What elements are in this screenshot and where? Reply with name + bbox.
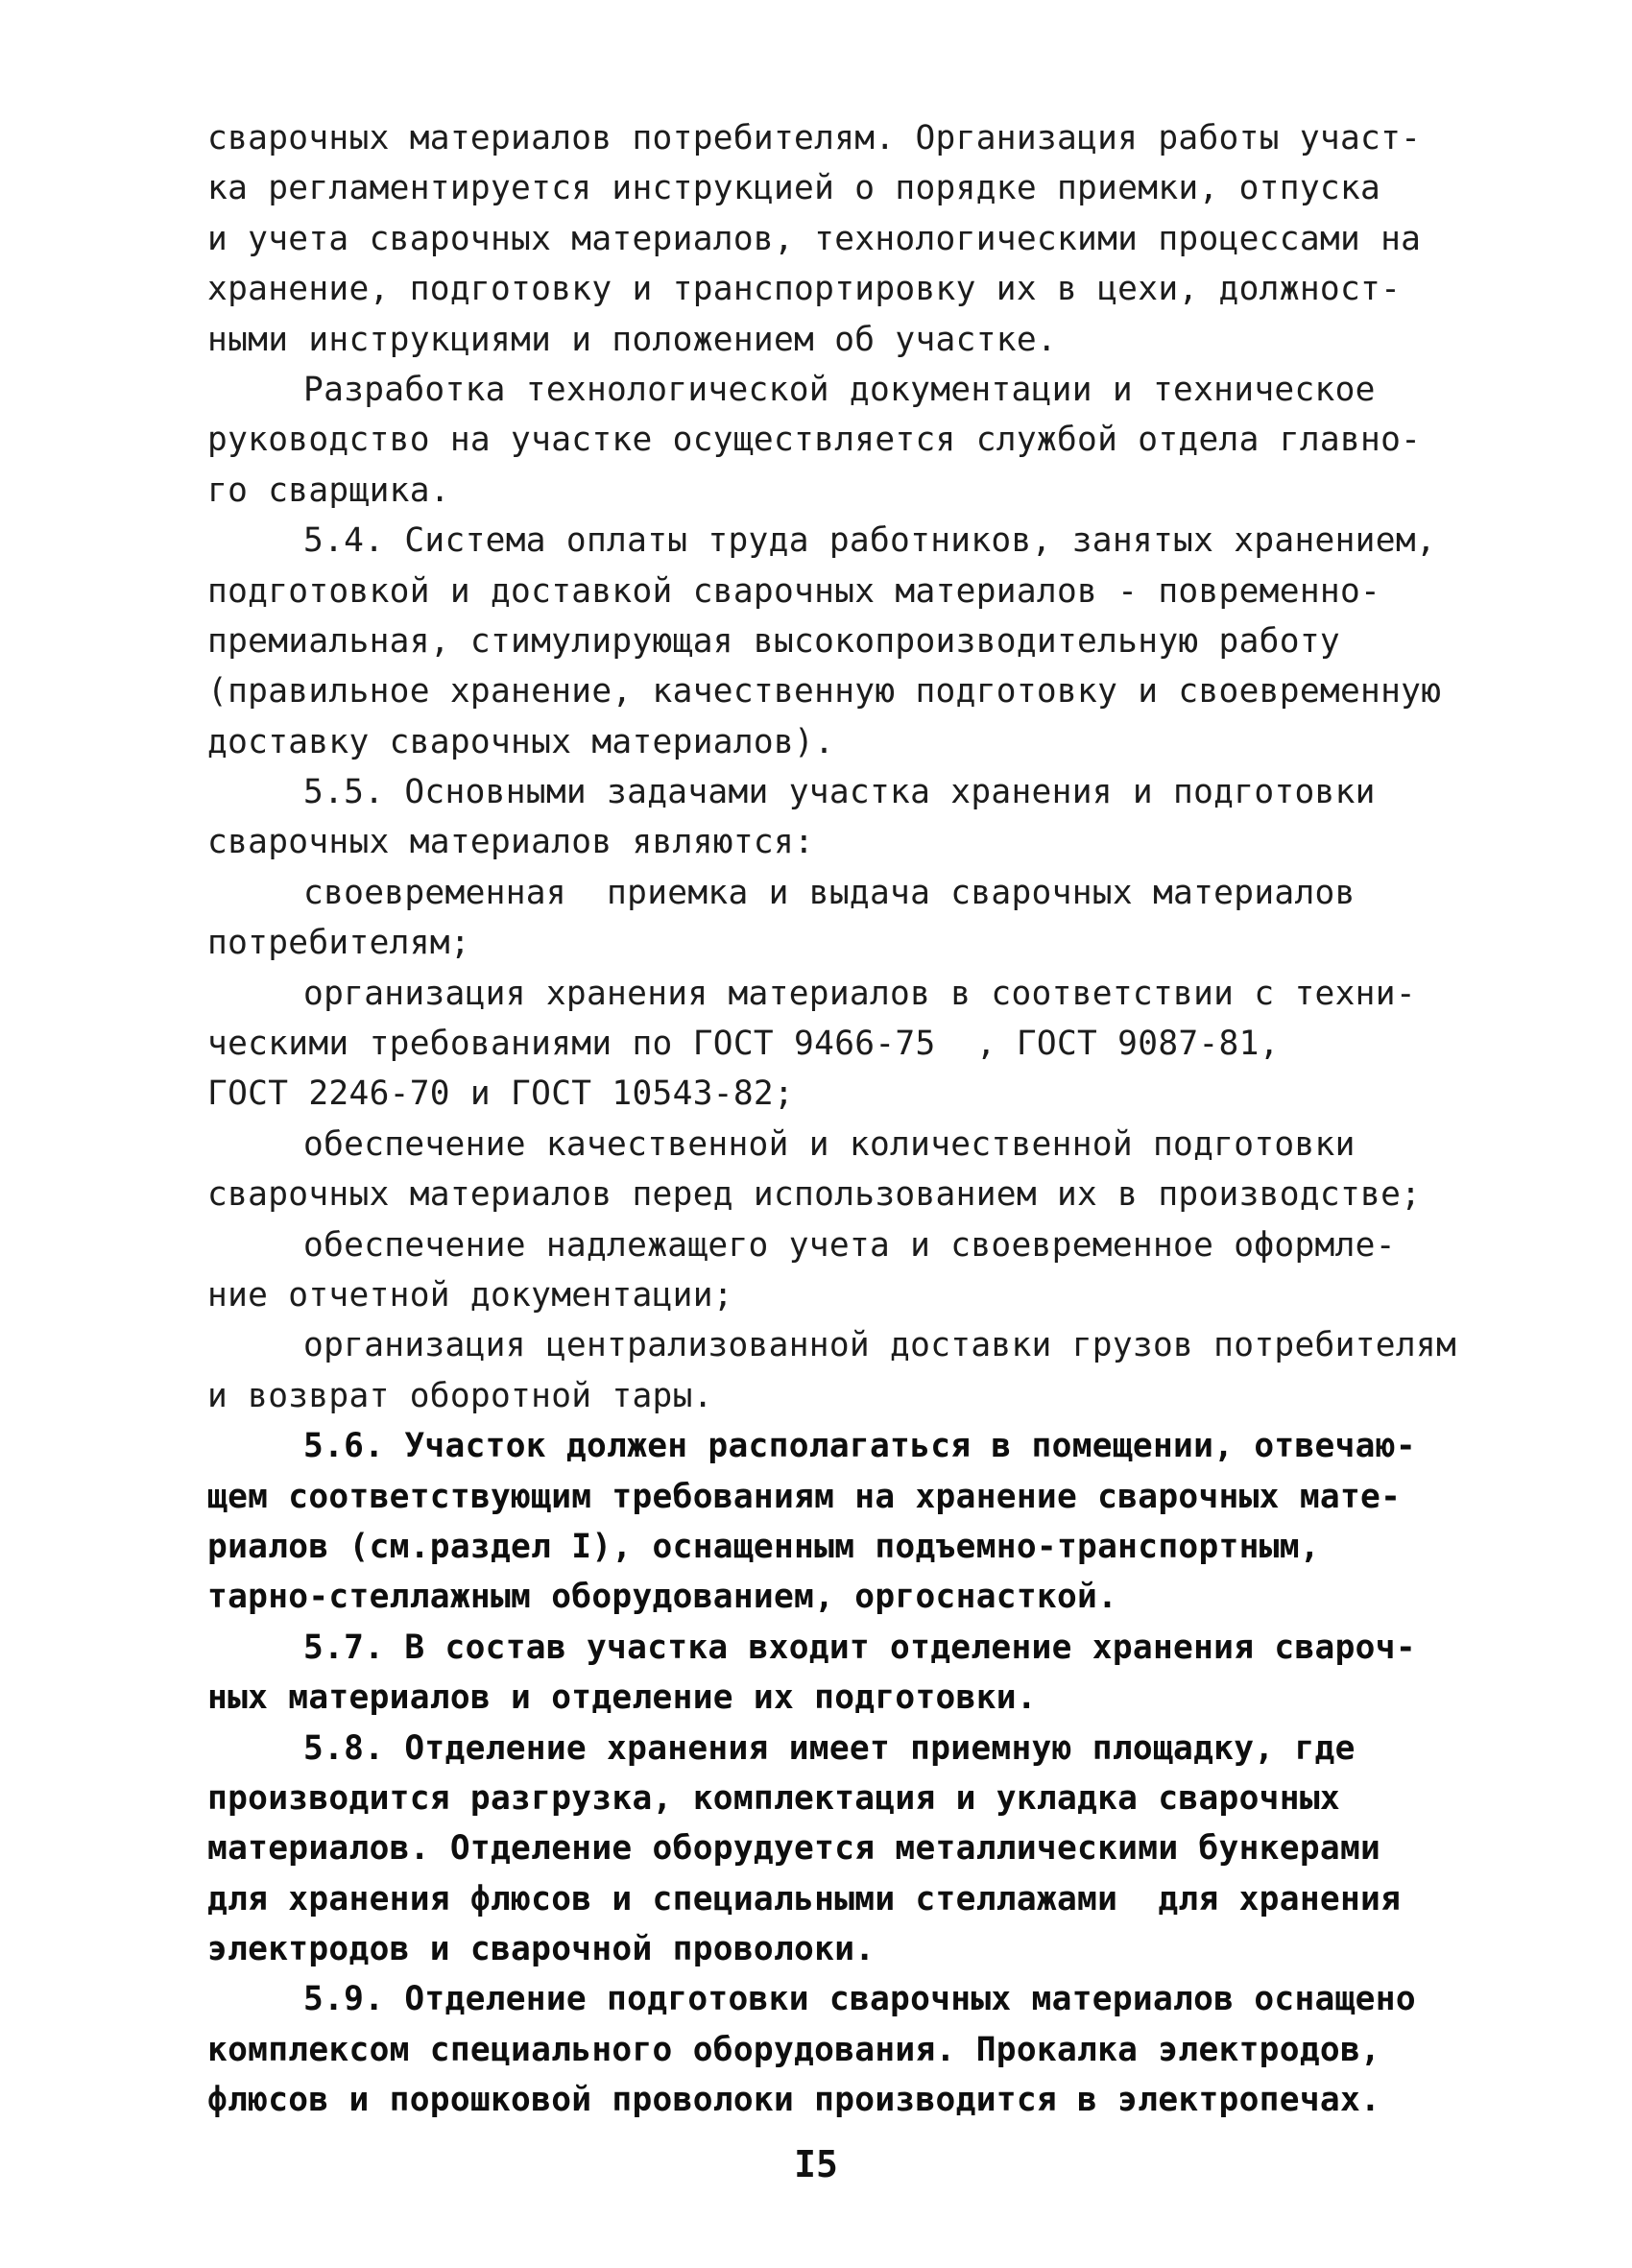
text-line: подготовкой и доставкой сварочных материалов - повременно-	[207, 571, 1381, 611]
text-line: ние отчетной документации;	[207, 1275, 733, 1315]
text-line: для хранения флюсов и специальными стеллажами для хранения	[207, 1879, 1402, 1918]
list-item-line: организация централизованной доставки грузов потребителям	[303, 1326, 1457, 1365]
paragraph-start-line: 5.8. Отделение хранения имеет приемную площадку, где	[303, 1728, 1356, 1768]
list-item-line: обеспечение качественной и количественной подготовки	[303, 1124, 1356, 1164]
text-line: премиальная, стимулирующая высокопроизводительную работу	[207, 621, 1340, 661]
document-body	[207, 113, 1494, 2126]
text-line: го сварщика.	[207, 470, 450, 510]
text-line: ных материалов и отделение их подготовки.	[207, 1678, 1037, 1718]
list-item-line: своевременная приемка и выдача сварочных материалов	[303, 873, 1356, 912]
text-line: ными инструкциями и положением об участке.	[207, 320, 1057, 359]
list-item-line: организация хранения материалов в соответствии с техни-	[303, 974, 1416, 1013]
text-line: доставку сварочных материалов).	[207, 722, 835, 761]
paragraph-start-line: 5.4. Система оплаты труда работников, занятых хранением,	[303, 521, 1436, 561]
text-line: щем соответствующим требованиям на хранение сварочных мате-	[207, 1477, 1402, 1516]
text-line: ческими требованиями по ГОСТ 9466-75 , ГОСТ 9087-81,	[207, 1025, 1280, 1064]
text-line: электродов и сварочной проволоки.	[207, 1930, 876, 1969]
text-line: флюсов и порошковой проволоки производится в электропечах.	[207, 2081, 1381, 2120]
text-line: и возврат оборотной тары.	[207, 1376, 713, 1415]
paragraph-start-line: 5.6. Участок должен располагаться в помещении, отвечаю-	[303, 1427, 1416, 1466]
text-line: сварочных материалов являются:	[207, 823, 815, 862]
text-line: производится разгрузка, комплектация и укладка сварочных	[207, 1778, 1340, 1818]
text-line: материалов. Отделение оборудуется металлическими бункерами	[207, 1829, 1381, 1869]
text-line: руководство на участке осуществляется службой отдела главно-	[207, 421, 1422, 460]
text-line: сварочных материалов перед использованием их в производстве;	[207, 1175, 1422, 1215]
text-line: и учета сварочных материалов, технологическими процессами на	[207, 219, 1422, 258]
text-line: хранение, подготовку и транспортировку их в цехи, должност-	[207, 270, 1402, 309]
text-line: тарно-стеллажным оборудованием, оргоснасткой.	[207, 1578, 1118, 1617]
list-item-line: обеспечение надлежащего учета и своевременное оформле-	[303, 1225, 1396, 1265]
text-line: потребителям;	[207, 924, 470, 963]
paragraph-start-line: Разработка технологической документации и техническое	[303, 370, 1376, 409]
text-line: ка регламентируется инструкцией о порядке приемки, отпуска	[207, 169, 1381, 208]
paragraph-start-line: 5.9. Отделение подготовки сварочных материалов оснащено	[303, 1980, 1416, 2019]
paragraph-start-line: 5.5. Основными задачами участка хранения и подготовки	[303, 773, 1376, 812]
paragraph-start-line: 5.7. В состав участка входит отделение хранения свароч-	[303, 1628, 1416, 1667]
text-line: сварочных материалов потребителям. Организация работы участ-	[207, 119, 1422, 157]
text-line: (правильное хранение, качественную подготовку и своевременную	[207, 672, 1442, 712]
text-line: ГОСТ 2246-70 и ГОСТ 10543-82;	[207, 1074, 795, 1114]
text-line: риалов (см.раздел I), оснащенным подъемно-транспортным,	[207, 1527, 1320, 1566]
page-number: I5	[794, 2143, 838, 2185]
text-line: комплексом специального оборудования. Прокалка электродов,	[207, 2030, 1381, 2069]
